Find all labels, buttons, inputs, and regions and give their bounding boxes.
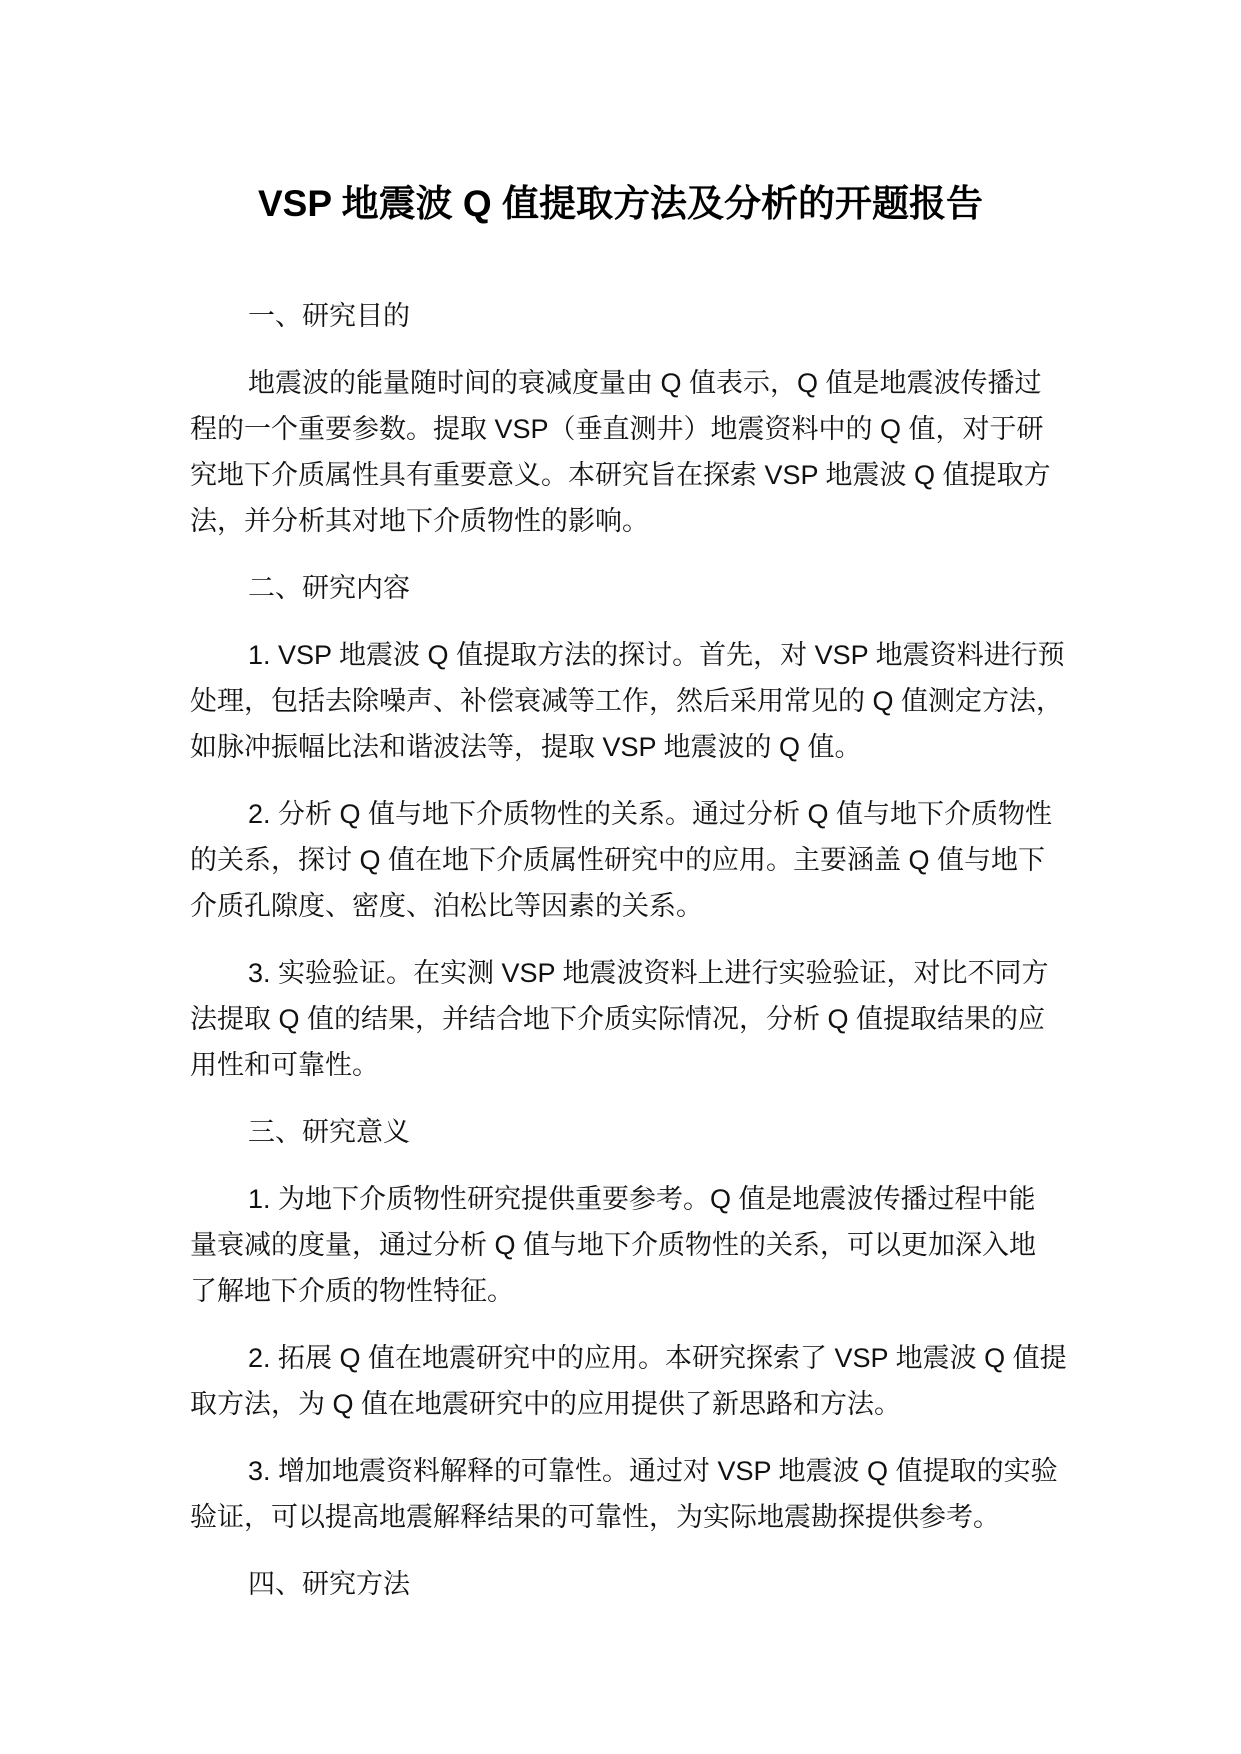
paragraph xyxy=(190,1448,1120,1540)
text-line: 法，并分析其对地下介质物性的影响。 xyxy=(190,506,649,536)
text-line: 3. 实验验证。在实测 VSP 地震波资料上进行实验验证，对比不同方 xyxy=(248,958,1049,988)
paragraph xyxy=(190,632,1120,770)
text-line: 法提取 Q 值的结果，并结合地下介质实际情况，分析 Q 值提取结果的应 xyxy=(190,1004,1046,1034)
section-heading: 一、研究目的 xyxy=(248,301,410,331)
text-line: 2. 分析 Q 值与地下介质物性的关系。通过分析 Q 值与地下介质物性 xyxy=(248,799,1053,829)
text-line: 的关系，探讨 Q 值在地下介质属性研究中的应用。主要涵盖 Q 值与地下 xyxy=(190,845,1046,875)
text-line: 处理，包括去除噪声、补偿衰减等工作，然后采用常见的 Q 值测定方法， xyxy=(190,686,1064,716)
document-body xyxy=(190,293,1120,1607)
paragraph xyxy=(190,791,1120,929)
text-line: 介质孔隙度、密度、泊松比等因素的关系。 xyxy=(190,891,703,921)
paragraph xyxy=(190,1176,1120,1314)
text-line: 取方法，为 Q 值在地震研究中的应用提供了新思路和方法。 xyxy=(190,1389,902,1419)
text-line: 用性和可靠性。 xyxy=(190,1050,379,1080)
section-heading: 二、研究内容 xyxy=(248,573,410,603)
text-line: 1. 为地下介质物性研究提供重要参考。Q 值是地震波传播过程中能 xyxy=(248,1184,1036,1214)
paragraph xyxy=(190,360,1120,544)
section-heading: 三、研究意义 xyxy=(248,1117,410,1147)
text-line: 程的一个重要参数。提取 VSP（垂直测井）地震资料中的 Q 值，对于研 xyxy=(190,414,1044,444)
page-title: VSP 地震波 Q 值提取方法及分析的开题报告 xyxy=(258,183,983,224)
paragraph xyxy=(190,950,1120,1088)
text-line: 如脉冲振幅比法和谐波法等，提取 VSP 地震波的 Q 值。 xyxy=(190,732,862,762)
text-line: 究地下介质属性具有重要意义。本研究旨在探索 VSP 地震波 Q 值提取方 xyxy=(190,460,1051,490)
text-line: 2. 拓展 Q 值在地震研究中的应用。本研究探索了 VSP 地震波 Q 值提 xyxy=(248,1343,1067,1373)
text-line: 验证，可以提高地震解释结果的可靠性，为实际地震勘探提供参考。 xyxy=(190,1502,1000,1532)
section-heading: 四、研究方法 xyxy=(248,1569,410,1599)
text-line: 3. 增加地震资料解释的可靠性。通过对 VSP 地震波 Q 值提取的实验 xyxy=(248,1456,1058,1486)
text-line: 量衰减的度量，通过分析 Q 值与地下介质物性的关系，可以更加深入地 xyxy=(190,1230,1037,1260)
text-line: 1. VSP 地震波 Q 值提取方法的探讨。首先，对 VSP 地震资料进行预 xyxy=(248,640,1065,670)
text-line: 地震波的能量随时间的衰减度量由 Q 值表示，Q 值是地震波传播过 xyxy=(248,368,1042,398)
paragraph xyxy=(190,1335,1120,1427)
text-line: 了解地下介质的物性特征。 xyxy=(190,1276,514,1306)
